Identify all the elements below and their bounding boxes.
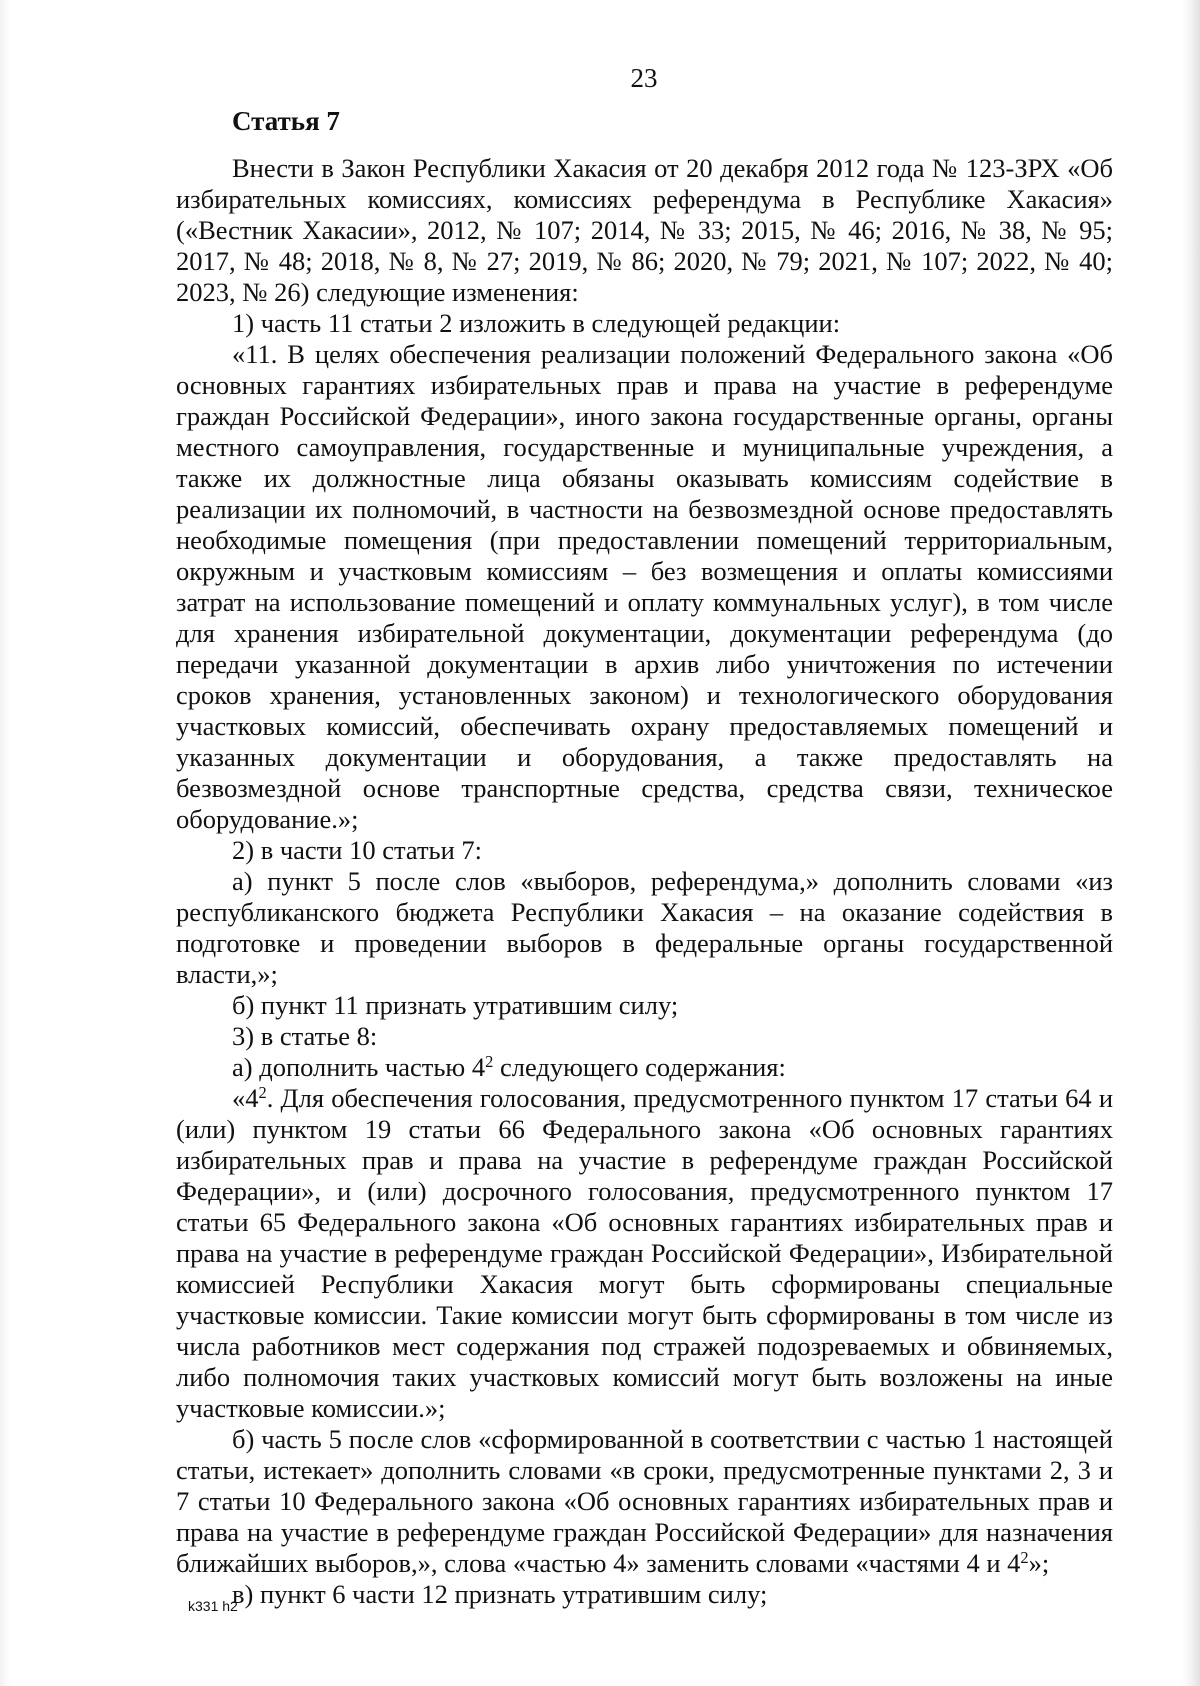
paragraph-part-4-2-text: «$4^2$. Для обеспечения голосования, предусмотренного пунктом 17 статьи 64 и (или) пунктом 19 статьи 66 Федерального закона «Об основных гарантиях избирательных прав и права на участие в референдуме граждан Российской Федерации», и (или) досрочного голосования, предусмотренного пунктом 17 статьи 65 Федерального закона «Об основных гарантиях избирательных прав и права на участие в референдуме граждан Российской Федерации», Избирательной комиссией Республики Хакасия могут быть сформированы специальные участковые комиссии. Такие комиссии могут быть сформированы в том числе из числа работников мест содержания под стражей подозреваемых и обвиняемых, либо полномочия таких участковых комиссий могут быть возложены на иные участковые комиссии.»; <box>176 1082 1113 1423</box>
paragraph-item-3a: а) дополнить частью $4^2$ следующего содержания: <box>232 1051 786 1082</box>
footer-code: k331 h2 <box>188 1598 238 1614</box>
paragraph-part-11-text: «11. В целях обеспечения реализации положений Федерального закона «Об основных гарантиях избирательных прав и права на участие в референдуме граждан Российской Федерации», иного закона государственные органы, органы местного самоуправления, государственные и муниципальные учреждения, а также их должностные лица обязаны оказывать комиссиям содействие в реализации их полномочий, в частности на безвозмездной основе предоставлять необходимые помещения (при предоставлении помещений территориальным, окружным и участковым комиссиям – без возмещения и оплаты комиссиями затрат на использование помещений и оплату коммунальных услуг), в том числе для хранения избирательной документации, документации референдума (до передачи указанной документации в архив либо уничтожения по истечении сроков хранения, установленных законом) и технологического оборудования участковых комиссий, обеспечивать охрану предоставляемых помещений и указанных документации и оборудования, а также предоставлять на безвозмездной основе транспортные средства, средства связи, техническое оборудование.»; <box>176 339 1113 834</box>
paragraph-item-2b: б) пункт 11 признать утратившим силу; <box>232 990 679 1020</box>
scan-shadow-right <box>1182 0 1200 1686</box>
paragraph-item-3: 3) в статье 8: <box>232 1021 378 1051</box>
article-heading: Статья 7 <box>232 106 340 136</box>
paragraph-item-2a: а) пункт 5 после слов «выборов, референдума,» дополнить словами «из республиканского бюджета Республики Хакасия – на оказание содействия в подготовке и проведении выборов в федеральные органы государственной власти,»; <box>176 866 1113 989</box>
paragraph-item-1: 1) часть 11 статьи 2 изложить в следующей редакции: <box>232 308 841 338</box>
superscript: 2 <box>258 1082 267 1102</box>
article-body <box>176 153 1113 1610</box>
paragraph-item-3b: б) часть 5 после слов «сформированной в соответствии с частью 1 настоящей статьи, истекает» дополнить словами «в сроки, предусмотренные пунктами 2, 3 и 7 статьи 10 Федерального закона «Об основных гарантиях избирательных прав и права на участие в референдуме граждан Российской Федерации» для назначения ближайших выборов,», слова «частью 4» заменить словами «частями 4 и $4^2$»; <box>176 1424 1113 1578</box>
page-number: 23 <box>630 63 658 93</box>
paragraph-intro: Внести в Закон Республики Хакасия от 20 декабря 2012 года № 123-ЗРХ «Об избирательных комиссиях, комиссиях референдума в Республике Хакасия» («Вестник Хакасии», 2012, № 107; 2014, № 33; 2015, № 46; 2016, № 38, № 95; 2017, № 48; 2018, № 8, № 27; 2019, № 86; 2020, № 79; 2021, № 107; 2022, № 40; 2023, № 26) следующие изменения: <box>176 153 1113 307</box>
scan-shadow-left <box>0 0 10 1686</box>
paragraph-item-2: 2) в части 10 статьи 7: <box>232 835 483 865</box>
paragraph-item-3v: в) пункт 6 части 12 признать утратившим силу; <box>232 1579 768 1609</box>
superscript: 2 <box>1020 1547 1029 1567</box>
superscript: 2 <box>485 1051 494 1071</box>
